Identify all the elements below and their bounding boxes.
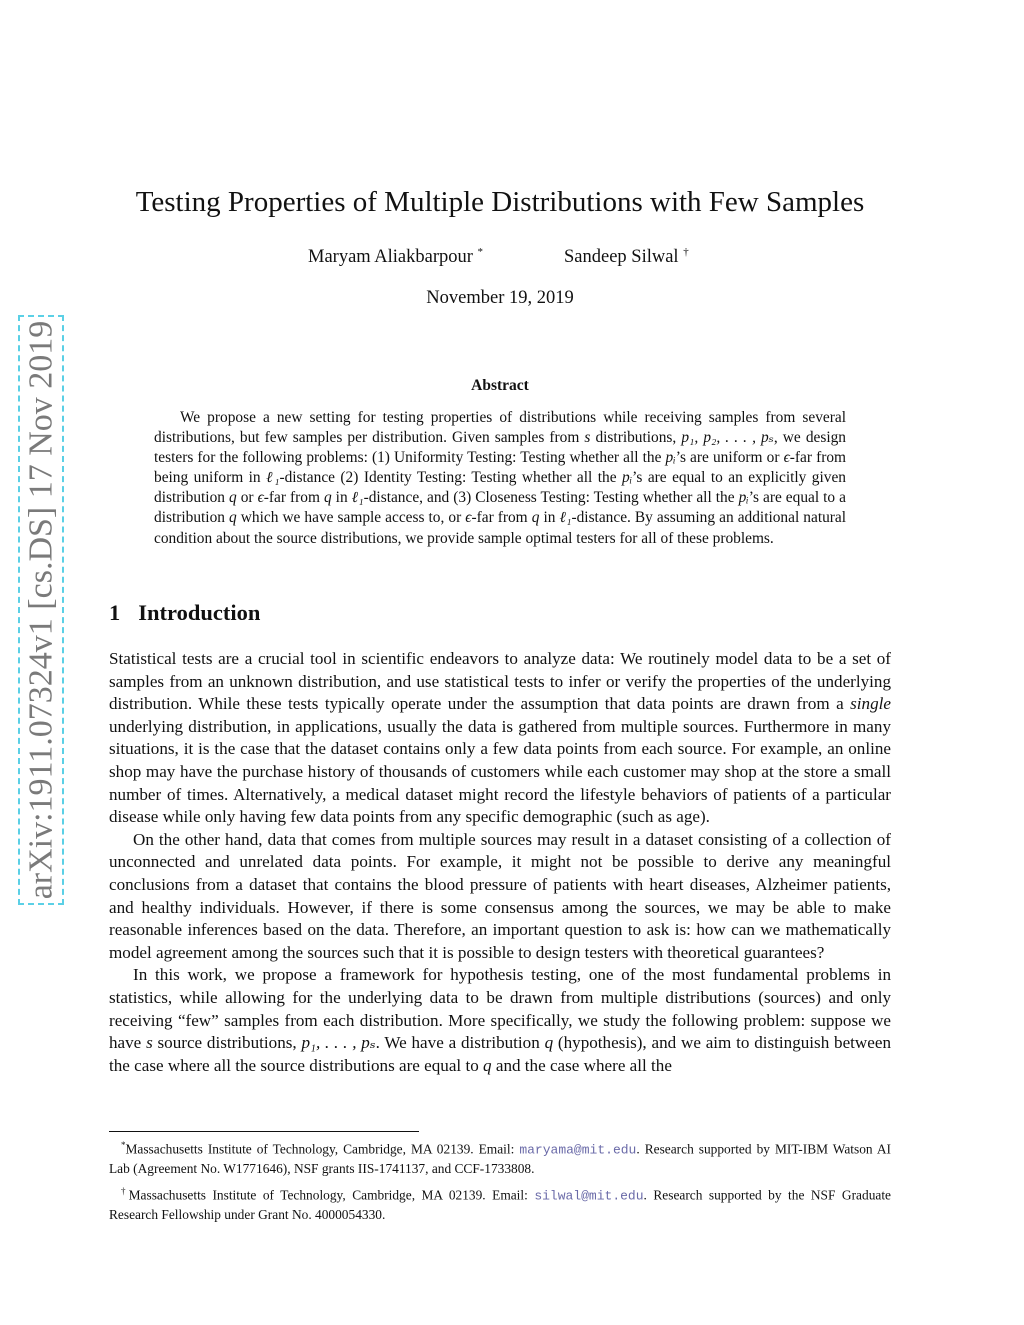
footnote-1-rest: . Research supported by MIT-IBM Watson AI Lab (Agreement No. W1771646), NSF grants IIS-1741137, and CCF-1733808. [109, 1141, 891, 1177]
author-2 [564, 246, 689, 268]
math-eps: ϵ [257, 489, 264, 507]
abstract-seg: -distance, and (3) Closeness Testing: Testing whether all the [363, 489, 739, 507]
section-heading [109, 600, 260, 626]
abstract-seg: ’s are equal to a distribution [154, 489, 846, 527]
author-2-name: Sandeep Silwal [564, 247, 679, 268]
abstract-text [154, 408, 846, 549]
paper-title: Testing Properties of Multiple Distributions with Few Samples [135, 186, 865, 218]
math-l1: ℓ₁ [266, 469, 280, 487]
math-l1: ℓ₁ [559, 509, 572, 527]
abstract-seg: ’s are uniform or [675, 449, 784, 467]
author-2-mark: † [683, 246, 689, 258]
email-link-1[interactable]: maryama@mit.edu [519, 1142, 637, 1158]
math-l1: ℓ₁ [351, 489, 364, 507]
math-eps: ϵ [783, 449, 790, 467]
paragraph-3 [109, 964, 891, 1077]
abstract-seg: -far from [263, 489, 324, 507]
math-q: q [544, 1033, 554, 1053]
arxiv-stamp[interactable] [18, 315, 64, 905]
author-1-name: Maryam Aliakbarpour [308, 247, 473, 268]
text-seg: source distributions, [152, 1033, 302, 1053]
text-seg: (hypothesis), and we aim to distinguish between the case where all the source distributions are equal to [109, 1033, 891, 1075]
abstract-seg: or [236, 489, 258, 507]
text-seg: Statistical tests are a crucial tool in scientific endeavors to analyze data: We routinely model data to be a set of samples from an unknown distribution, and use statistical tests to infer or verify the properties of the underlying distribution. While these tests typically operate under the assumption that data points are drawn from a [109, 649, 891, 714]
footnote-2-text: Massachusetts Institute of Technology, Cambridge, MA 02139. Email: [128, 1187, 535, 1203]
footnotes [109, 1136, 891, 1227]
math-q: q [323, 489, 332, 507]
abstract-seg: , we design testers for the following problems: (1) Uniformity Testing: Testing whether all the [154, 429, 847, 467]
paper-date: November 19, 2019 [426, 288, 574, 308]
paragraph-1 [109, 648, 891, 829]
abstract-heading: Abstract [471, 377, 529, 394]
author-list [300, 246, 720, 276]
section-number: 1 [109, 600, 121, 625]
abstract-seg: We propose a new setting for testing properties of distributions while receiving samples from several distributions, but few samples per distribution. Given samples from [154, 409, 846, 447]
abstract-seg: -far from [471, 509, 532, 527]
emphasis-single: single [850, 694, 891, 714]
footnote-2-rest: . Research supported by the NSF Graduate Research Fellowship under Grant No. 4000054330. [109, 1187, 892, 1222]
math-eps: ϵ [465, 509, 472, 527]
author-1-mark: * [477, 246, 484, 258]
abstract-seg: -distance (2) Identity Testing: Testing whether all the [279, 469, 622, 487]
abstract-seg: which we have sample access to, or [236, 509, 466, 527]
abstract-seg: in [539, 509, 560, 527]
text-seg: and the case where all the [491, 1055, 672, 1075]
footnote-1-mark: * [121, 1140, 126, 1150]
math-p-i: pᵢ [738, 489, 749, 507]
paragraph-2: On the other hand, data that comes from multiple sources may result in a dataset consisting of a collection of unconnected and unrelated data points. For example, it might not be possible to derive any meaningful conclusions from a dataset that contains the blood pressure of patients with heart diseases, Alzheimer patients, and healthy individuals. However, if there is some consensus among the sources, we may be able to make reasonable inferences based on the data. Therefore, an important question to ask is: how can we mathematically model agreement among the sources such that it is possible to design testers with theoretical guarantees? [109, 829, 891, 962]
math-p-short: p₁, . . . , pₛ [301, 1033, 376, 1053]
math-q: q [229, 489, 237, 507]
math-p-i: pᵢ [665, 449, 676, 467]
math-p-list: p₁, p₂, . . . , pₛ [681, 429, 774, 447]
footnote-rule [109, 1131, 419, 1132]
abstract-seg: -distance. By assuming an additional natural condition about the source distributions, we provide sample optimal testers for all of these problems. [154, 509, 847, 547]
section-title: Introduction [138, 600, 261, 625]
abstract-seg: ’s are equal to an explicitly given distribution [154, 469, 846, 507]
text-seg: . We have a distribution [375, 1033, 545, 1053]
math-q: q [229, 509, 237, 527]
abstract-seg: -far from being uniform in [154, 449, 846, 487]
footnote-1 [109, 1136, 891, 1179]
math-q: q [483, 1055, 492, 1075]
math-s: s [584, 429, 591, 447]
footnote-2-mark: † [121, 1185, 129, 1196]
abstract-seg: in [331, 489, 352, 507]
math-s: s [146, 1033, 153, 1053]
arxiv-stamp-text: arXiv:1911.07324v1 [cs.DS] 17 Nov 2019 [22, 320, 59, 900]
email-link-2[interactable]: silwal@mit.edu [534, 1188, 644, 1204]
footnote-2 [109, 1182, 891, 1225]
math-p-i: pᵢ [622, 469, 633, 487]
author-1 [308, 246, 483, 268]
abstract-seg: distributions, [590, 429, 682, 447]
text-seg: In this work, we propose a framework for hypothesis testing, one of the most fundamental problems in statistics, while allowing for the underlying data to be drawn from multiple distributions (sources) and only receiving “few” samples from each distribution. More specifically, we study the following problem: suppose we have [109, 965, 891, 1053]
footnote-1-text: Massachusetts Institute of Technology, Cambridge, MA 02139. Email: [125, 1141, 520, 1157]
math-q: q [531, 509, 540, 527]
text-seg: underlying distribution, in applications, usually the data is gathered from multiple sources. Furthermore in many situations, it is the case that the dataset contains only a few data points from each source. For example, an online shop may have the purchase history of thousands of customers while each customer may shop at the store a small number of times. Alternatively, a medical dataset might record the lifestyle behaviors of patients of a particular disease while only having few data points from any specific demographic (such as age). [109, 716, 891, 827]
intro-body [109, 648, 891, 1077]
